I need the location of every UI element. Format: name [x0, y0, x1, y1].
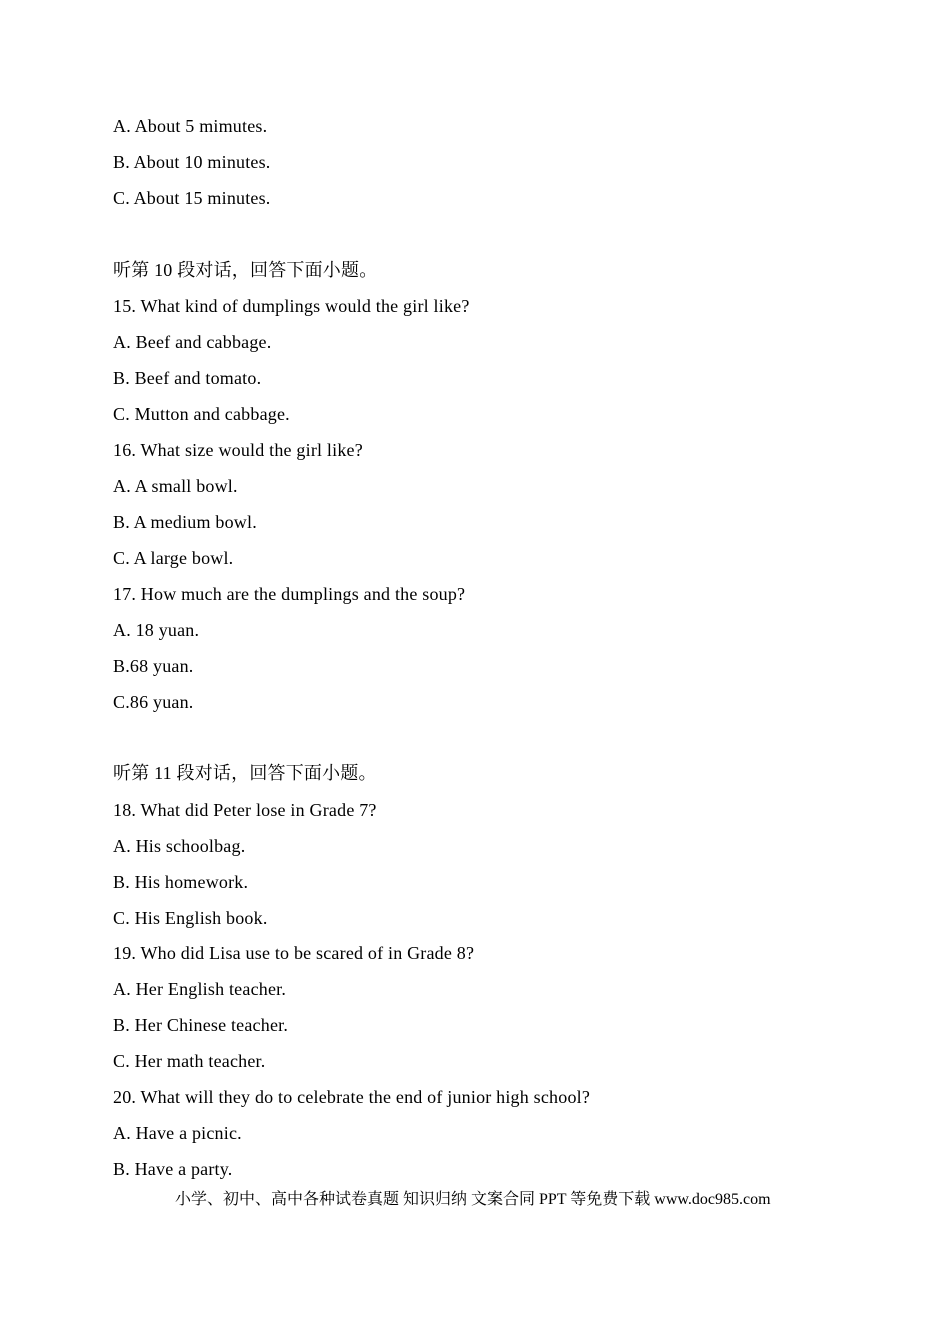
option-a: A. Beef and cabbage.: [113, 332, 272, 352]
option-a: A. Her English teacher.: [113, 979, 287, 999]
option-c: C. A large bowl.: [113, 548, 234, 568]
question-16: 16. What size would the girl like?: [113, 440, 363, 460]
option-b: B. A medium bowl.: [113, 512, 257, 532]
option-b: B. Have a party.: [113, 1159, 233, 1179]
question-20: 20. What will they do to celebrate the end of junior high school?: [113, 1087, 591, 1107]
option-b: B. Beef and tomato.: [113, 368, 262, 388]
option-c: C. About 15 minutes.: [113, 188, 271, 208]
question-19: 19. Who did Lisa use to be scared of in Grade 8?: [113, 943, 475, 963]
option-a: A. About 5 mimutes.: [113, 116, 268, 136]
option-c: C. His English book.: [113, 908, 268, 928]
option-a: A. His schoolbag.: [113, 836, 246, 856]
question-15: 15. What kind of dumplings would the girl like?: [113, 296, 470, 316]
section-heading: 听第 11 段对话，回答下面小题。: [113, 763, 377, 783]
section-heading: 听第 10 段对话，回答下面小题。: [113, 260, 378, 280]
question-18: 18. What did Peter lose in Grade 7?: [113, 800, 377, 820]
question-17: 17. How much are the dumplings and the soup?: [113, 584, 466, 604]
option-b: B. About 10 minutes.: [113, 152, 271, 172]
option-b: B. His homework.: [113, 872, 249, 892]
option-a: A. A small bowl.: [113, 476, 238, 496]
option-a: A. 18 yuan.: [113, 620, 200, 640]
option-c: C.86 yuan.: [113, 692, 194, 712]
option-b: B.68 yuan.: [113, 656, 194, 676]
option-a: A. Have a picnic.: [113, 1123, 242, 1143]
page-footer: 小学、初中、高中各种试卷真题 知识归纳 文案合同 PPT 等免费下载 www.doc985.com: [175, 1191, 771, 1208]
option-c: C. Her math teacher.: [113, 1051, 266, 1071]
option-c: C. Mutton and cabbage.: [113, 404, 290, 424]
option-b: B. Her Chinese teacher.: [113, 1015, 289, 1035]
